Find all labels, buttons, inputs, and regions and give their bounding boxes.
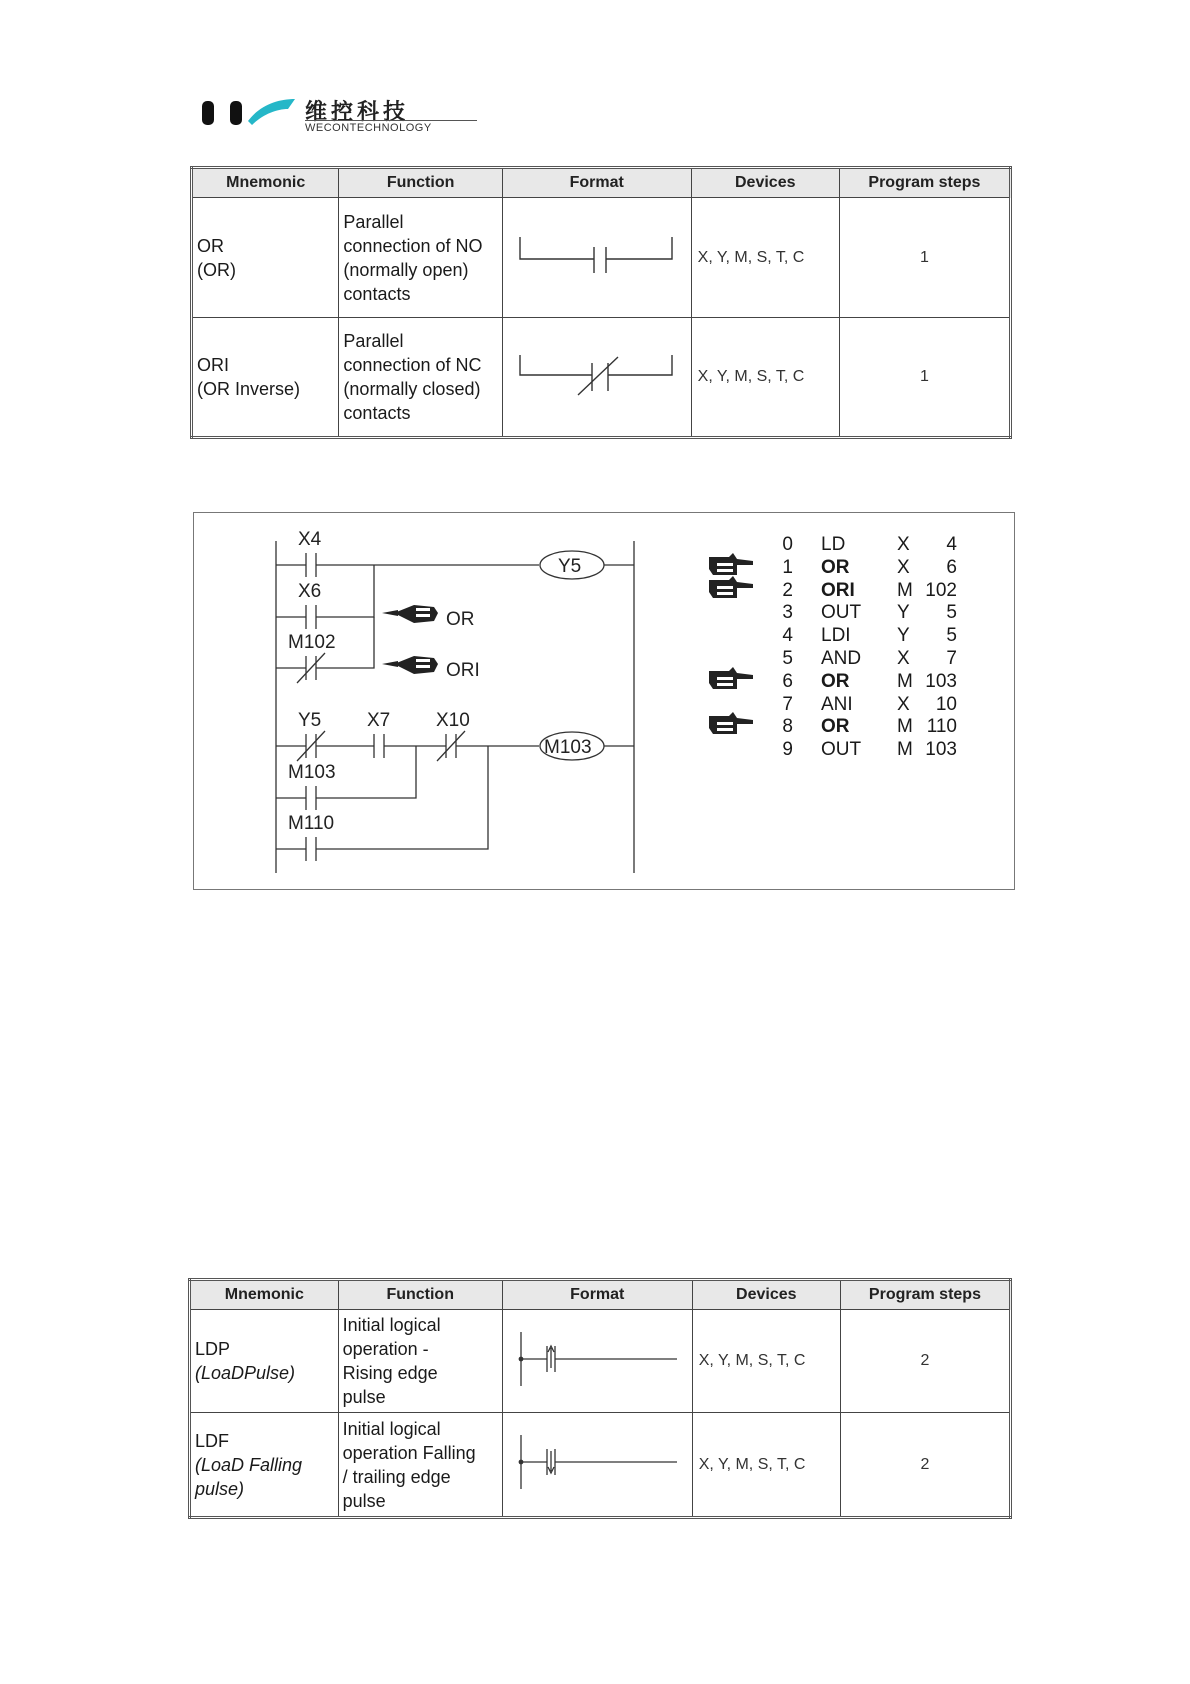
device-type: X [897,556,910,578]
device-type: Y [897,625,910,647]
label-m102: M102 [288,632,336,653]
col-devices: Devices [692,1280,840,1310]
mnemonic-full: (OR) [197,259,236,280]
device-number: 110 [926,716,957,738]
step-number: 0 [782,534,793,555]
mnemonic: OR [197,235,224,256]
function-line: connection of NO [343,235,483,256]
mnemonic-cell [192,198,339,318]
device-number: 103 [925,670,957,692]
step-number: 1 [782,556,793,578]
falling-edge-contact-icon [509,1427,685,1497]
mnemonic-cell [190,1413,339,1518]
function-line: Parallel [343,211,404,232]
step-number: 2 [782,579,793,601]
col-program-steps: Program steps [839,168,1010,198]
function-line: / trailing edge [342,1466,451,1487]
function-line: operation Falling [342,1442,476,1463]
devices-cell: X, Y, M, S, T, C [692,1310,840,1413]
function-line: Initial logical [342,1418,441,1439]
instruction: LDI [821,625,851,647]
step-number: 6 [782,670,793,692]
col-function: Function [338,1280,502,1310]
table-header-row [190,1280,1011,1310]
function-line: Parallel [343,331,404,351]
step-number: 3 [782,602,793,624]
ldp-ldf-table [188,1278,1012,1519]
instruction: OR [821,670,850,692]
table-row [192,198,1011,318]
label-x4: X4 [298,529,322,550]
mnemonic-cell [192,318,339,438]
mnemonic-full: (LoaD Falling [195,1454,303,1475]
mnemonic: LDP [195,1339,231,1359]
devices-cell: X, Y, M, S, T, C [691,198,839,318]
brand-name-en: WECONTECHNOLOGY [305,120,477,134]
pointing-hand-icon [382,656,438,674]
device-number: 103 [925,739,957,761]
callout-ori: ORI [446,660,480,681]
device-number: 6 [946,556,957,578]
ladder-diagram [194,513,1014,889]
device-type: X [897,534,910,555]
step-number: 9 [782,739,793,761]
or-ori-table [190,166,1012,439]
instruction: OUT [821,602,862,624]
pointing-hand-icon [382,605,438,623]
device-number: 102 [925,579,957,601]
step-number: 5 [782,647,793,669]
label-x7: X7 [367,710,391,731]
function-cell [338,1413,502,1518]
instruction: OR [821,716,850,738]
label-x10: X10 [436,710,470,731]
device-number: 5 [946,602,957,624]
function-cell [339,318,502,438]
function-line: operation - [342,1339,429,1359]
no-contact-parallel-icon [512,225,682,285]
instruction: AND [821,647,862,669]
function-line: contacts [343,283,411,304]
col-mnemonic: Mnemonic [190,1280,339,1310]
device-type: X [897,647,910,669]
device-type: M [897,670,913,692]
mnemonic-full-cont: pulse) [195,1478,245,1499]
label-m103: M103 [288,762,336,783]
mnemonic: LDF [195,1430,230,1451]
pointing-hand-icon [707,574,755,604]
label-m103-coil: M103 [544,737,592,758]
device-number: 10 [935,693,957,715]
pointing-hand-icon [707,665,755,695]
function-line: connection of NC [343,355,482,375]
step-number: 7 [782,693,793,715]
col-program-steps: Program steps [840,1280,1010,1310]
col-devices: Devices [691,168,839,198]
instruction: OUT [821,739,862,761]
step-number: 8 [782,716,793,738]
format-cell [502,1310,692,1413]
device-type: M [897,579,913,601]
label-x6: X6 [298,581,322,602]
function-line: Initial logical [342,1315,441,1335]
function-line: pulse [342,1490,386,1511]
function-line: pulse [342,1387,386,1407]
label-m110: M110 [288,813,335,834]
function-cell [339,198,502,318]
device-type: M [897,739,913,761]
or-ori-example-figure [193,512,1015,890]
table-header-row [192,168,1011,198]
devices-cell: X, Y, M, S, T, C [691,318,839,438]
mnemonic-full: (LoaDPulse) [195,1363,296,1383]
function-line: (normally closed) [343,379,481,399]
nc-contact-parallel-icon [512,345,682,405]
instruction: OR [821,556,850,578]
format-cell [502,1413,692,1518]
instruction: LD [821,534,846,555]
col-function: Function [339,168,502,198]
table-row [192,318,1011,438]
col-format: Format [502,168,691,198]
label-y5-coil: Y5 [558,556,582,577]
mnemonic-cell [190,1310,339,1413]
steps-cell: 1 [839,198,1010,318]
instruction: ANI [821,693,853,715]
mnemonic-full: (OR Inverse) [197,379,301,399]
label-y5: Y5 [298,710,322,731]
steps-cell: 1 [839,318,1010,438]
rising-edge-contact-icon [509,1324,685,1394]
table-row [190,1310,1011,1413]
function-line: (normally open) [343,259,469,280]
steps-cell: 2 [840,1413,1010,1518]
step-number: 4 [782,625,793,647]
mnemonic: ORI [197,355,230,375]
pointing-hand-icon [707,710,755,740]
format-cell [502,198,691,318]
steps-cell: 2 [840,1310,1010,1413]
devices-cell: X, Y, M, S, T, C [692,1413,840,1518]
device-number: 7 [946,647,957,669]
instruction: ORI [821,579,855,601]
col-mnemonic: Mnemonic [192,168,339,198]
device-number: 4 [946,534,957,555]
function-line: contacts [343,403,411,423]
col-format: Format [502,1280,692,1310]
function-line: Rising edge [342,1363,438,1383]
callout-or: OR [446,609,475,630]
format-cell [502,318,691,438]
device-type: X [897,693,910,715]
table-row [190,1413,1011,1518]
device-type: Y [897,602,910,624]
device-type: M [897,716,913,738]
function-cell [338,1310,502,1413]
device-number: 5 [946,625,957,647]
brand-name-cn: 维控科技 [305,100,410,125]
